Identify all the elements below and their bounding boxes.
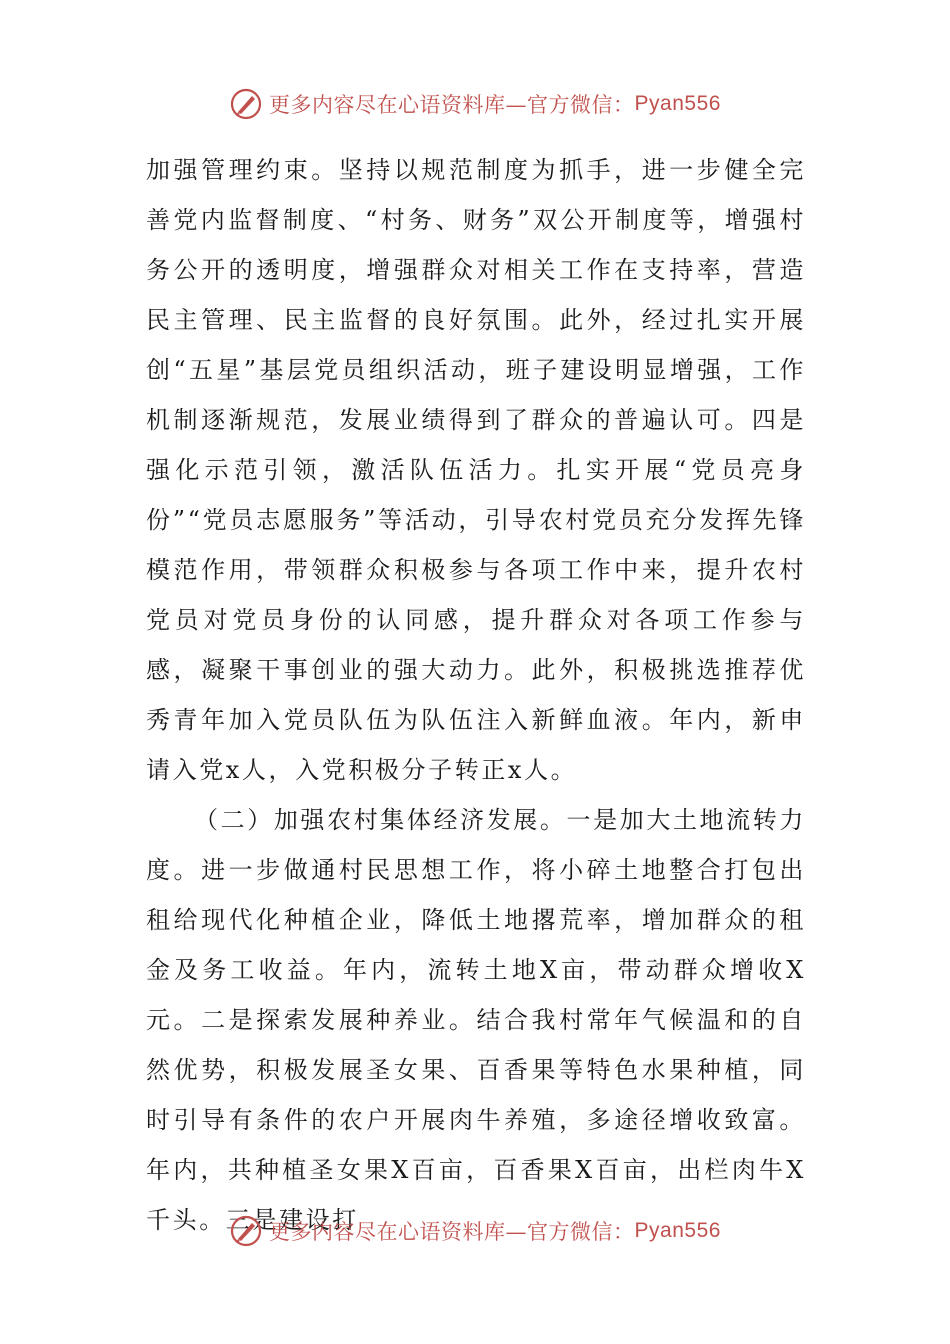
quill-logo-icon xyxy=(229,87,263,121)
quill-logo-icon xyxy=(229,1214,263,1248)
watermark-id: Pyan556 xyxy=(634,1219,721,1242)
watermark-id: Pyan556 xyxy=(634,92,721,115)
watermark-text: 更多内容尽在心语资料库—官方微信： xyxy=(269,93,635,117)
document-body xyxy=(146,145,806,1245)
watermark-text: 更多内容尽在心语资料库—官方微信： xyxy=(269,1220,635,1244)
paragraph-1: 加强管理约束。坚持以规范制度为抓手，进一步健全完善党内监督制度、“村务、财务”双公开制度等，增强村务公开的透明度，增强群众对相关工作在支持率，营造民主管理、民主监督的良好氛围。此外，经过扎实开展创“五星”基层党员组织活动，班子建设明显增强，工作机制逐渐规范，发展业绩得到了群众的普遍认可。四是强化示范引领，激活队伍活力。扎实开展“党员亮身份”“党员志愿服务”等活动，引导农村党员充分发挥先锋模范作用，带领群众积极参与各项工作中来，提升农村党员对党员身份的认同感，提升群众对各项工作参与感，凝聚干事创业的强大动力。此外，积极挑选推荐优秀青年加入党员队伍为队伍注入新鲜血液。年内，新申请入党x人，入党积极分子转正x人。 xyxy=(146,156,806,784)
header-watermark xyxy=(0,84,950,124)
paragraph-2: （二）加强农村集体经济发展。一是加大土地流转力度。进一步做通村民思想工作，将小碎土地整合打包出租给现代化种植企业，降低土地撂荒率，增加群众的租金及务工收益。年内，流转土地X亩，带动群众增收X元。二是探索发展种养业。结合我村常年气候温和的自然优势，积极发展圣女果、百香果等特色水果种植，同时引导有条件的农户开展肉牛养殖，多途径增收致富。年内，共种植圣女果X百亩，百香果X百亩，出栏肉牛X千头。三是建设打 xyxy=(146,806,806,1234)
footer-watermark xyxy=(0,1211,950,1251)
